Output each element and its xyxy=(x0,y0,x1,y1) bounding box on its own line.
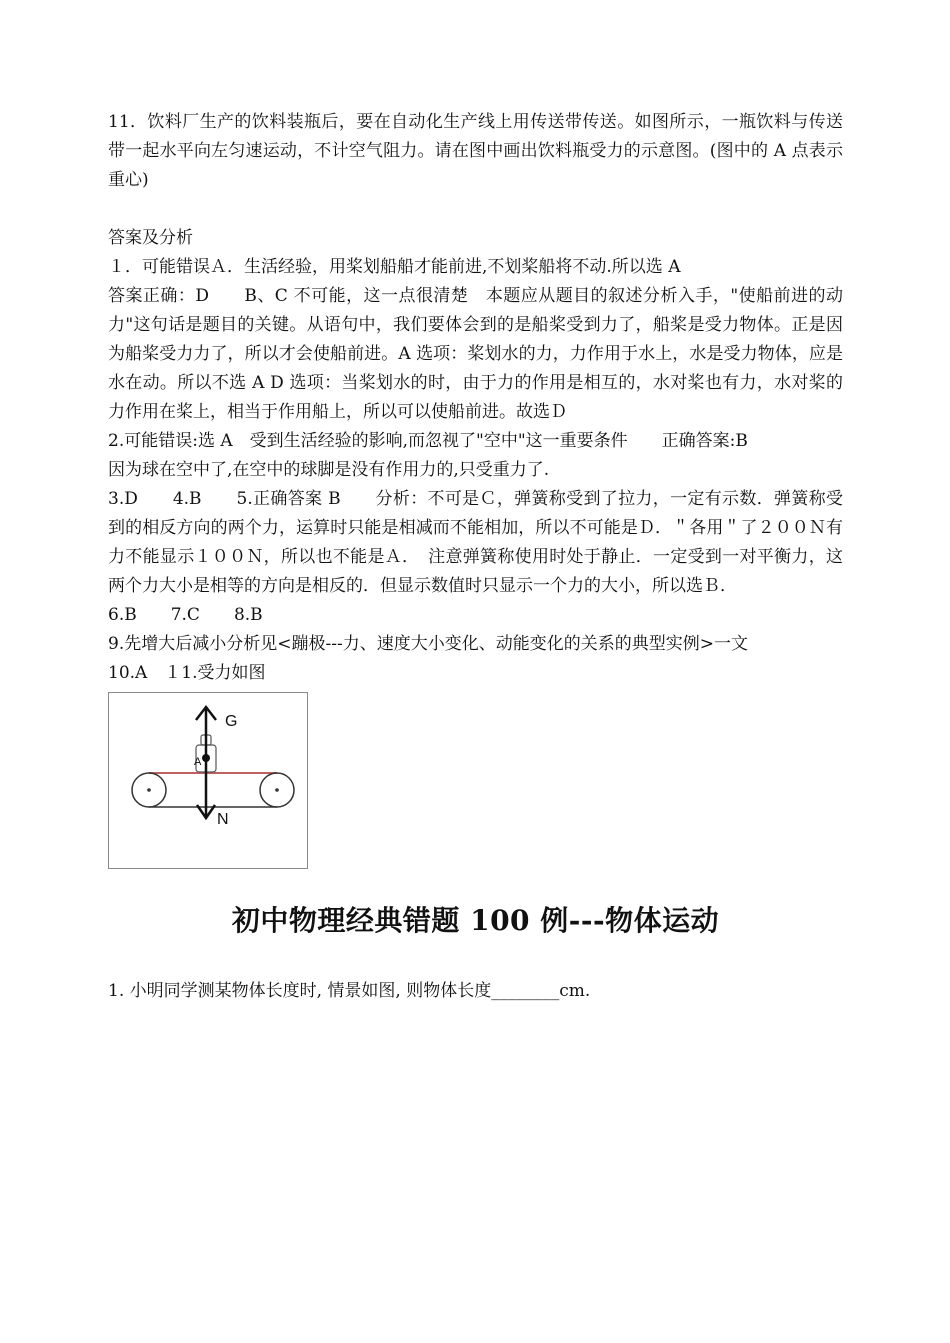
label-a: A xyxy=(194,756,202,768)
section-title: 初中物理经典错题 100 例---物体运动 xyxy=(231,904,720,937)
document-page xyxy=(108,108,843,1023)
answer-1-line: １．可能错误Ａ．生活经验，用桨划船船才能前进,不划桨船将不动.所以选 A xyxy=(108,257,681,277)
answer-2-line: 2.可能错误:选 A 受到生活经验的影响,而忽视了"空中"这一重要条件 正确答案:B xyxy=(108,431,748,451)
blank-line xyxy=(108,195,843,224)
answer-10-11: 10.A １1.受力如图 xyxy=(108,663,266,683)
right-roller-axle xyxy=(275,788,279,792)
answer-9: 9.先增大后减小分析见<蹦极---力、速度大小变化、动能变化的关系的典型实例>一文 xyxy=(108,634,748,654)
conveyor-force-diagram xyxy=(109,693,307,868)
force-diagram-figure xyxy=(108,692,308,869)
answers-heading: 答案及分析 xyxy=(108,228,193,248)
question-11: 11．饮料厂生产的饮料装瓶后，要在自动化生产线上用传送带传送。如图所示，一瓶饮料与传送带一起水平向左匀速运动，不计空气阻力。请在图中画出饮料瓶受力的示意图。(图中的 A 点表示重心) xyxy=(108,112,843,190)
answer-6-8: 6.B 7.C 8.B xyxy=(108,605,263,625)
answer-1-body: 答案正确：D B、C 不可能，这一点很清楚 本题应从题目的叙述分析入手，"使船前进的动力"这句话是题目的关键。从语句中，我们要体会到的是船桨受到力了，船桨是受力物体。正是因为船桨受力力了，所以才会使船前进。A 选项：桨划水的力，力作用于水上，水是受力物体，应是水在动。所以不选 A D 选项：当桨划水的时，由于力的作用是相互的，水对桨也有力，水对桨的力作用在桨上，相当于作用船上，所以可以使船前进。故选Ｄ xyxy=(108,286,843,422)
question-1: 1. 小明同学测某物体长度时, 情景如图, 则物体长度________cm. xyxy=(108,981,591,1001)
label-g: G xyxy=(225,713,238,730)
left-roller-axle xyxy=(147,788,151,792)
answer-3-5: 3.D 4.B 5.正确答案 B 分析：不可是Ｃ，弹簧称受到了拉力，一定有示数．弹簧称受到的相反方向的两个力，运算时只能是相减而不能相加，所以不可能是Ｄ．＂各用＂了２００Ｎ有力不能显示１００Ｎ，所以也不能是Ａ． 注意弹簧称使用时处于静止．一定受到一对平衡力，这两个力大小是相等的方向是相反的．但显示数值时只显示一个力的大小，所以选Ｂ． xyxy=(108,489,843,596)
answer-2-explanation: 因为球在空中了,在空中的球脚是没有作用力的,只受重力了. xyxy=(108,460,550,480)
label-n: N xyxy=(217,811,229,828)
